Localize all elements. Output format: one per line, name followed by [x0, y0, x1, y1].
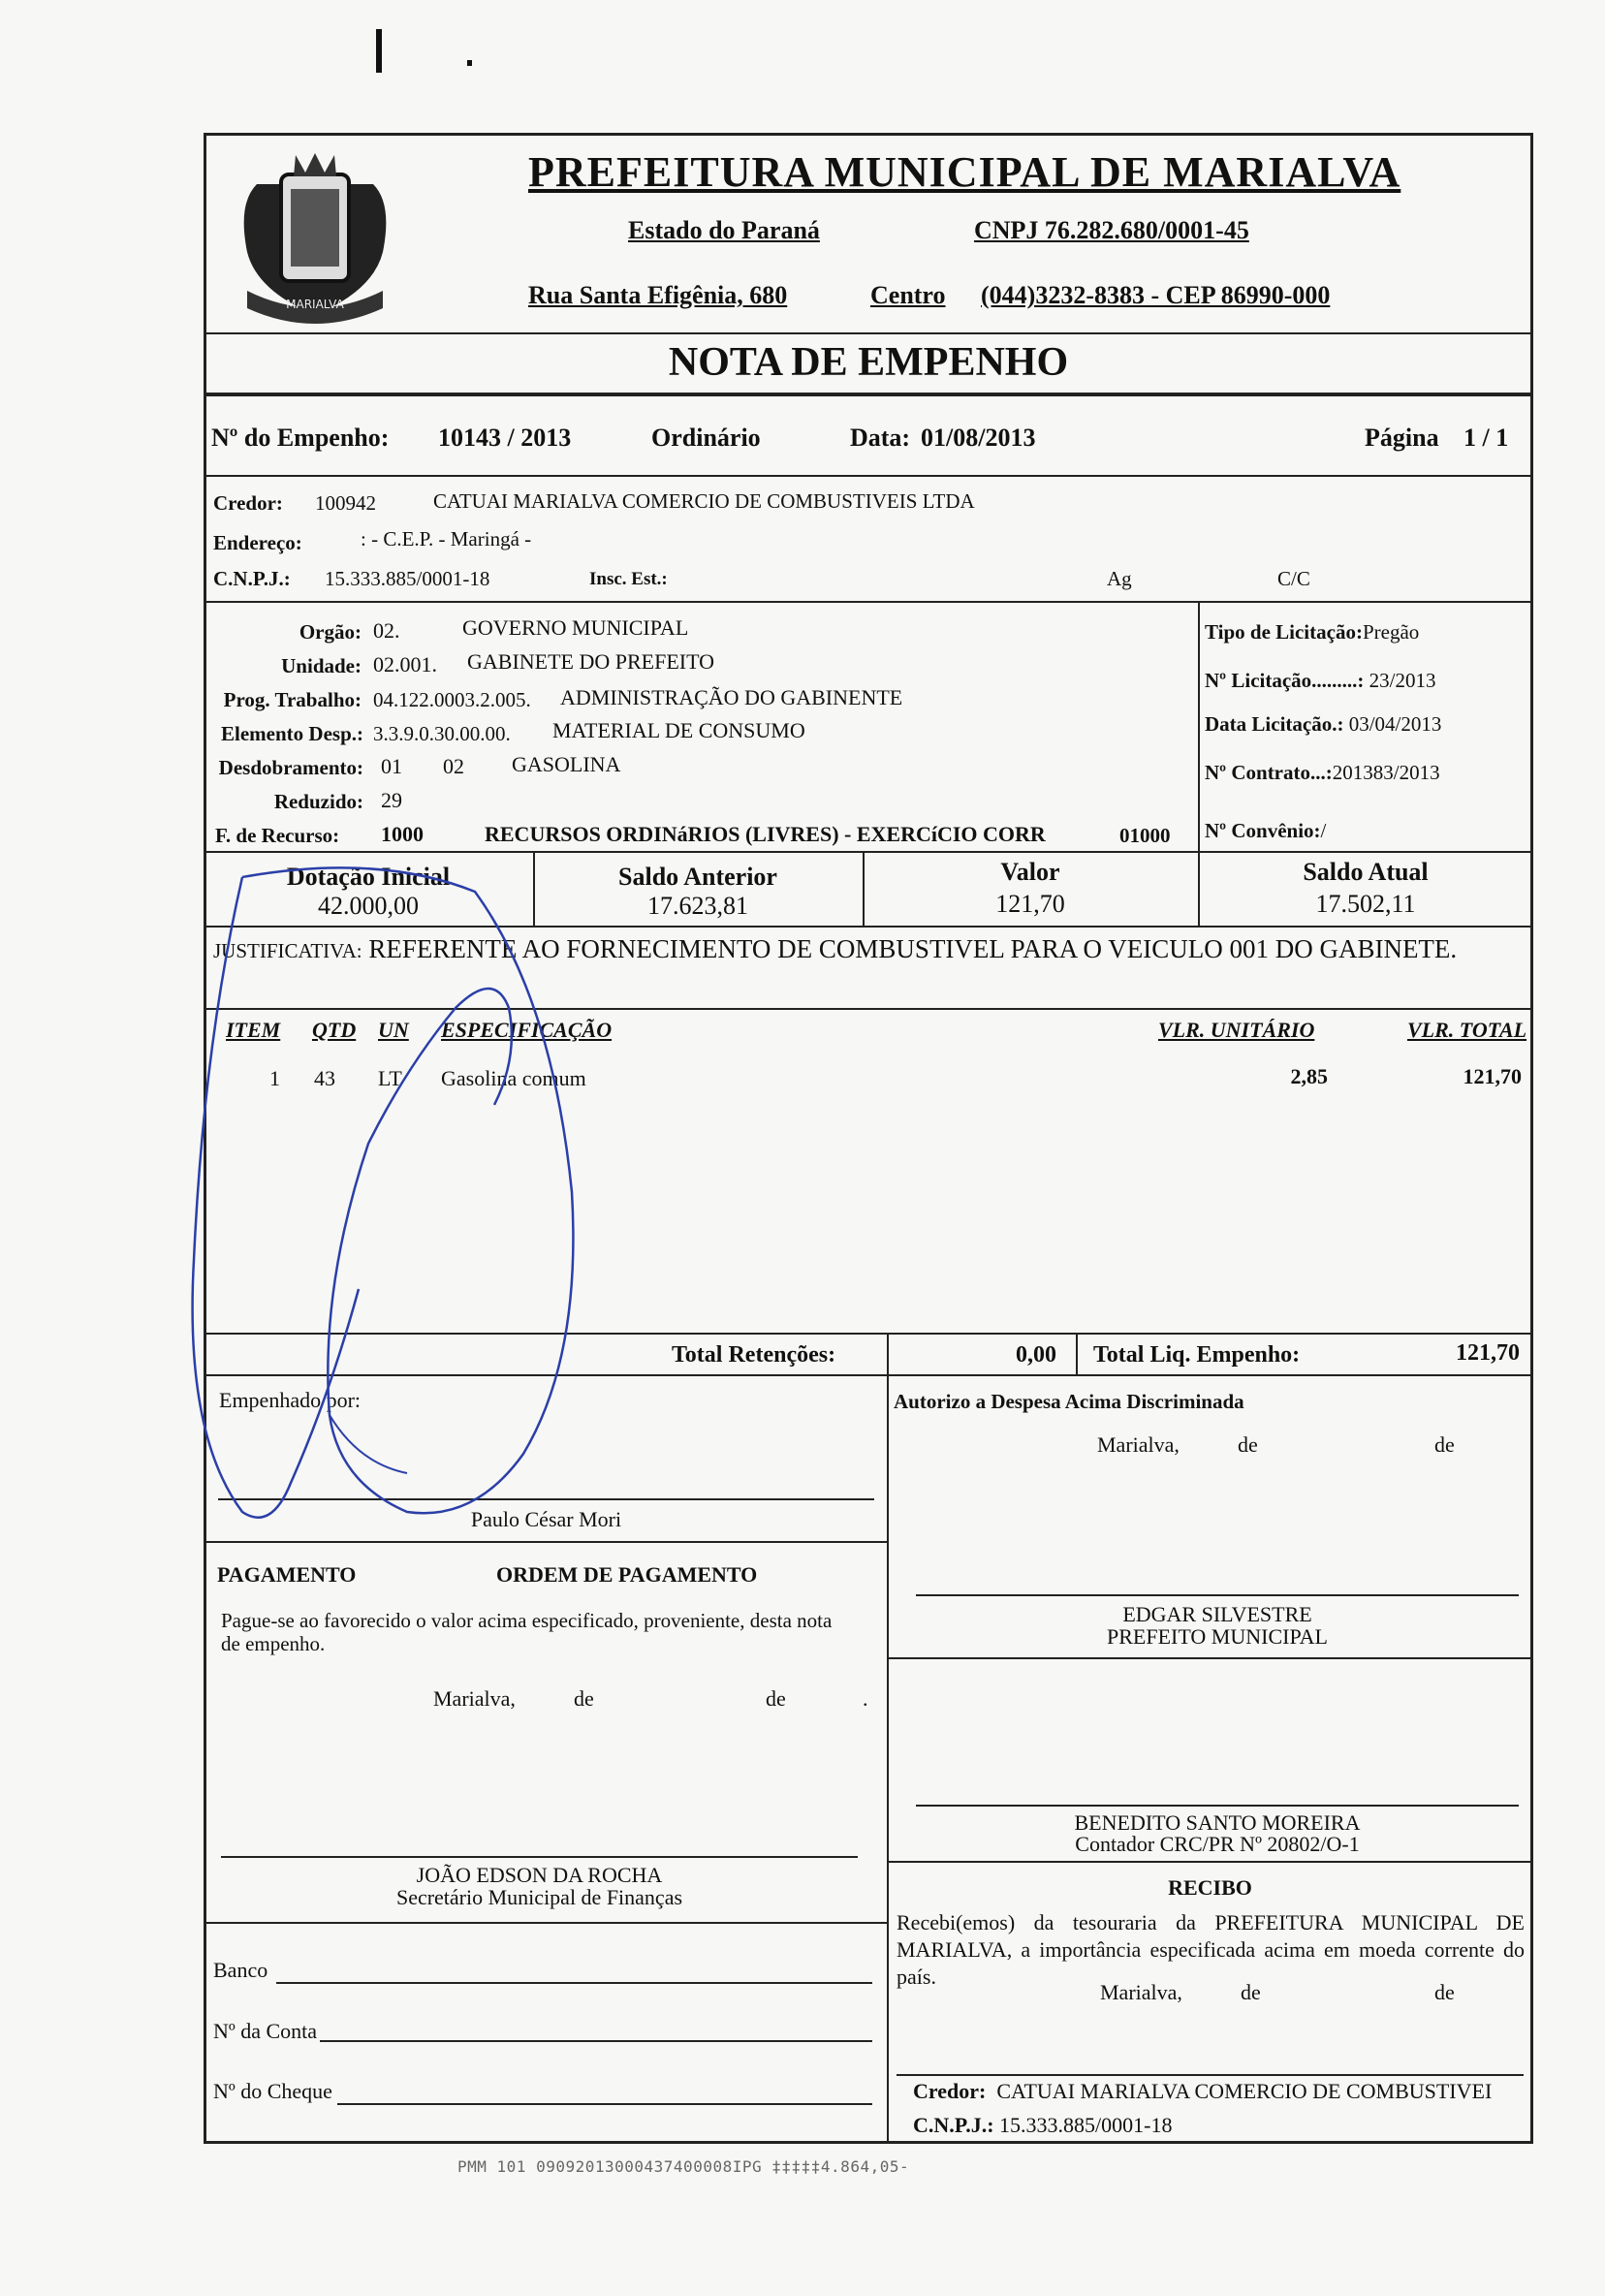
- divider: [204, 1922, 887, 1924]
- signature-line: [221, 1856, 858, 1858]
- tipo-licitacao: [1205, 620, 1419, 645]
- justificativa-label: JUSTIFICATIVA:: [213, 939, 362, 962]
- empenho-date: 01/08/2013: [921, 424, 1036, 452]
- divider: [897, 2074, 1524, 2076]
- date-label: Data:: [850, 424, 911, 452]
- prog-name: ADMINISTRAÇÃO DO GABINENTE: [560, 685, 903, 709]
- desdob-a: 01: [381, 754, 402, 778]
- dot: .: [863, 1686, 868, 1711]
- prog-label: Prog. Trabalho:: [223, 688, 362, 711]
- state-label: Estado do Paraná: [628, 216, 820, 244]
- page-number: 1 / 1: [1463, 424, 1509, 452]
- recibo-cnpj-label: C.N.P.J.:: [913, 2113, 994, 2137]
- pagamento-de1: de: [574, 1686, 594, 1711]
- tipo-value: Pregão: [1362, 620, 1420, 644]
- divider: [887, 1861, 1533, 1863]
- autorizo-city: Marialva,: [1097, 1432, 1180, 1457]
- convenio-label: Nº Convênio:: [1205, 819, 1321, 842]
- tipo-label: Tipo de Licitação:: [1205, 620, 1363, 644]
- convenio-value: /: [1320, 819, 1327, 842]
- scan-mark: [376, 29, 382, 73]
- divider: [204, 1333, 1533, 1335]
- contrato-value: 201383/2013: [1332, 761, 1440, 784]
- liq-label: Total Liq. Empenho:: [1093, 1342, 1301, 1368]
- orgao-name: GOVERNO MUNICIPAL: [462, 615, 689, 640]
- col-item: ITEM: [226, 1018, 281, 1042]
- recibo-label: RECIBO: [1168, 1875, 1252, 1900]
- phone-cep: (044)3232-8383 - CEP 86990-000: [981, 281, 1331, 309]
- retencoes-label: Total Retenções:: [672, 1342, 836, 1368]
- empenho-number-label: Nº do Empenho:: [211, 424, 390, 452]
- contrato: [1205, 761, 1440, 785]
- ordem-label: ORDEM DE PAGAMENTO: [496, 1562, 758, 1587]
- col-unit: VLR. UNITÁRIO: [1158, 1018, 1315, 1042]
- footer-code: PMM 101 09092013000437400008IPG ‡‡‡‡‡4.864,05-: [457, 2157, 910, 2176]
- row-total: 121,70: [1463, 1064, 1522, 1088]
- empenho-number: 10143 / 2013: [438, 424, 572, 452]
- orgao-label: Orgão:: [299, 620, 362, 644]
- unidade-label: Unidade:: [281, 654, 362, 677]
- row-qtd: 43: [314, 1066, 335, 1090]
- recurso-label: F. de Recurso:: [215, 824, 340, 847]
- empenhado-label: Empenhado por:: [219, 1388, 362, 1412]
- divider: [204, 332, 1533, 334]
- document-title: NOTA DE EMPENHO: [668, 340, 1069, 385]
- unidade-code: 02.001.: [373, 652, 437, 676]
- conta-label: Nº da Conta: [213, 2019, 318, 2043]
- divider: [204, 1541, 887, 1543]
- divider: [887, 1333, 889, 1374]
- empenhado-name: Paulo César Mori: [470, 1507, 622, 1531]
- pagamento-signer-role: Secretário Municipal de Finanças: [395, 1885, 683, 1909]
- justificativa-text: REFERENTE AO FORNECIMENTO DE COMBUSTIVEL PARA O VEICULO 001 DO GABINETE.: [368, 934, 1458, 963]
- recibo-cnpj-value: 15.333.885/0001-18: [999, 2113, 1173, 2137]
- balance-value: 42.000,00: [318, 892, 419, 920]
- reduzido-label: Reduzido:: [273, 790, 363, 813]
- elem-name: MATERIAL DE CONSUMO: [552, 718, 805, 742]
- data-label: Data Licitação.:: [1205, 712, 1344, 736]
- credor-code: 100942: [315, 491, 376, 515]
- orgao-code: 02.: [373, 618, 400, 643]
- credor-cnpj: 15.333.885/0001-18: [325, 567, 490, 590]
- row-unit: 2,85: [1290, 1064, 1328, 1088]
- num-value: 23/2013: [1369, 669, 1436, 692]
- balance-label: Valor: [1000, 858, 1060, 886]
- banco-line: [276, 1982, 872, 1984]
- divider: [204, 926, 1533, 928]
- credor-address: : - C.E.P. - Maringá -: [361, 527, 532, 550]
- recurso-name: RECURSOS ORDINáRIOS (LIVRES) - EXERCíCIO CORR: [485, 822, 1046, 846]
- cheque-line: [337, 2103, 872, 2105]
- divider: [887, 1374, 889, 2144]
- liq-value: 121,70: [1456, 1340, 1520, 1366]
- divider: [204, 475, 1533, 477]
- empenho-type: Ordinário: [651, 424, 761, 452]
- pagamento-signer-name: JOÃO EDSON DA ROCHA: [416, 1863, 663, 1887]
- divider: [204, 851, 1533, 853]
- recurso-num: 01000: [1119, 824, 1171, 847]
- pagamento-text: Pague-se ao favorecido o valor acima especificado, proveniente, desta nota de empenho.: [221, 1609, 833, 1655]
- contrato-label: Nº Contrato...:: [1205, 761, 1333, 784]
- convenio: [1205, 819, 1326, 843]
- divider: [1076, 1333, 1078, 1374]
- prefeito-role: PREFEITO MUNICIPAL: [1107, 1624, 1328, 1649]
- recibo-de1: de: [1241, 1980, 1261, 2004]
- elem-code: 3.3.9.0.30.00.00.: [373, 722, 511, 745]
- row-un: LT: [378, 1066, 402, 1090]
- pagamento-de2: de: [766, 1686, 786, 1711]
- autorizo-label: Autorizo a Despesa Acima Discriminada: [894, 1390, 1244, 1413]
- pagamento-city: Marialva,: [433, 1686, 516, 1711]
- recibo-cnpj: [913, 2113, 1172, 2138]
- recibo-credor-name: CATUAI MARIALVA COMERCIO DE COMBUSTIVEI: [996, 2079, 1493, 2103]
- autorizo-de1: de: [1238, 1432, 1258, 1457]
- recibo-text: Recebi(emos) da tesouraria da PREFEITURA MUNICIPAL DE MARIALVA, a importância especificada acima em moeda corrente do país.: [897, 1910, 1525, 1989]
- svg-text:MARIALVA: MARIALVA: [286, 298, 344, 311]
- divider: [204, 1374, 1533, 1376]
- num-label: Nº Licitação.........:: [1205, 669, 1365, 692]
- row-spec: Gasolina comum: [441, 1066, 586, 1090]
- page-label: Página: [1365, 424, 1439, 452]
- col-spec: ESPECIFICAÇÃO: [441, 1018, 613, 1042]
- balance-label: Saldo Atual: [1303, 858, 1429, 886]
- address: Rua Santa Efigênia, 680: [528, 281, 788, 309]
- signature-line: [916, 1805, 1519, 1807]
- reduzido: 29: [381, 788, 402, 812]
- recibo-city: Marialva,: [1100, 1980, 1182, 2004]
- col-total: VLR. TOTAL: [1407, 1018, 1527, 1042]
- data-licitacao: [1205, 712, 1441, 737]
- banco-label: Banco: [213, 1958, 268, 1982]
- pagamento-label: PAGAMENTO: [217, 1562, 357, 1587]
- recibo-credor: [913, 2079, 1492, 2104]
- divider: [887, 1657, 1533, 1659]
- cc-label: C/C: [1277, 567, 1310, 590]
- credor-label: Credor:: [213, 491, 283, 515]
- col-un: UN: [378, 1018, 409, 1042]
- contador-name: BENEDITO SANTO MOREIRA: [1074, 1810, 1361, 1835]
- balance-value: 17.502,11: [1315, 890, 1416, 918]
- conta-line: [320, 2040, 872, 2042]
- balance-label: Saldo Anterior: [618, 863, 777, 891]
- district: Centro: [870, 281, 946, 309]
- balance-value: 121,70: [995, 890, 1065, 918]
- signature-line: [916, 1594, 1519, 1596]
- divider: [204, 393, 1533, 396]
- divider: [204, 601, 1533, 603]
- elem-label: Elemento Desp.:: [221, 722, 363, 745]
- cheque-label: Nº do Cheque: [213, 2079, 332, 2103]
- desdob-name: GASOLINA: [512, 752, 621, 776]
- data-value: 03/04/2013: [1348, 712, 1442, 736]
- justificativa: [213, 933, 1512, 966]
- cnpj-header: CNPJ 76.282.680/0001-45: [974, 216, 1249, 244]
- scan-mark: [467, 60, 472, 66]
- address-label: Endereço:: [213, 531, 302, 554]
- num-licitacao: [1205, 669, 1436, 693]
- ag-label: Ag: [1107, 567, 1132, 590]
- prefeito-name: EDGAR SILVESTRE: [1122, 1602, 1312, 1626]
- cnpj-label: C.N.P.J.:: [213, 567, 291, 590]
- balance-label: Dotação Inicial: [286, 863, 451, 891]
- recurso-code: 1000: [381, 822, 424, 846]
- page-title: PREFEITURA MUNICIPAL DE MARIALVA: [528, 148, 1401, 196]
- unidade-name: GABINETE DO PREFEITO: [467, 649, 715, 674]
- col-qtd: QTD: [312, 1018, 357, 1042]
- row-item: 1: [269, 1066, 280, 1090]
- balance-value: 17.623,81: [647, 892, 748, 920]
- credor-name: CATUAI MARIALVA COMERCIO DE COMBUSTIVEIS LTDA: [433, 489, 975, 513]
- divider: [1198, 601, 1200, 851]
- contador-role: Contador CRC/PR Nº 20802/O-1: [1075, 1832, 1360, 1856]
- divider: [204, 1008, 1533, 1010]
- municipal-seal-icon: [228, 145, 402, 334]
- signature-line: [218, 1498, 874, 1500]
- prog-code: 04.122.0003.2.005.: [373, 688, 531, 711]
- desdob-label: Desdobramento:: [218, 756, 363, 779]
- insc-label: Insc. Est.:: [589, 569, 668, 589]
- autorizo-de2: de: [1434, 1432, 1455, 1457]
- desdob-b: 02: [443, 754, 464, 778]
- recibo-credor-label: Credor:: [913, 2079, 987, 2103]
- retencoes-value: 0,00: [1016, 1342, 1056, 1368]
- recibo-de2: de: [1434, 1980, 1455, 2004]
